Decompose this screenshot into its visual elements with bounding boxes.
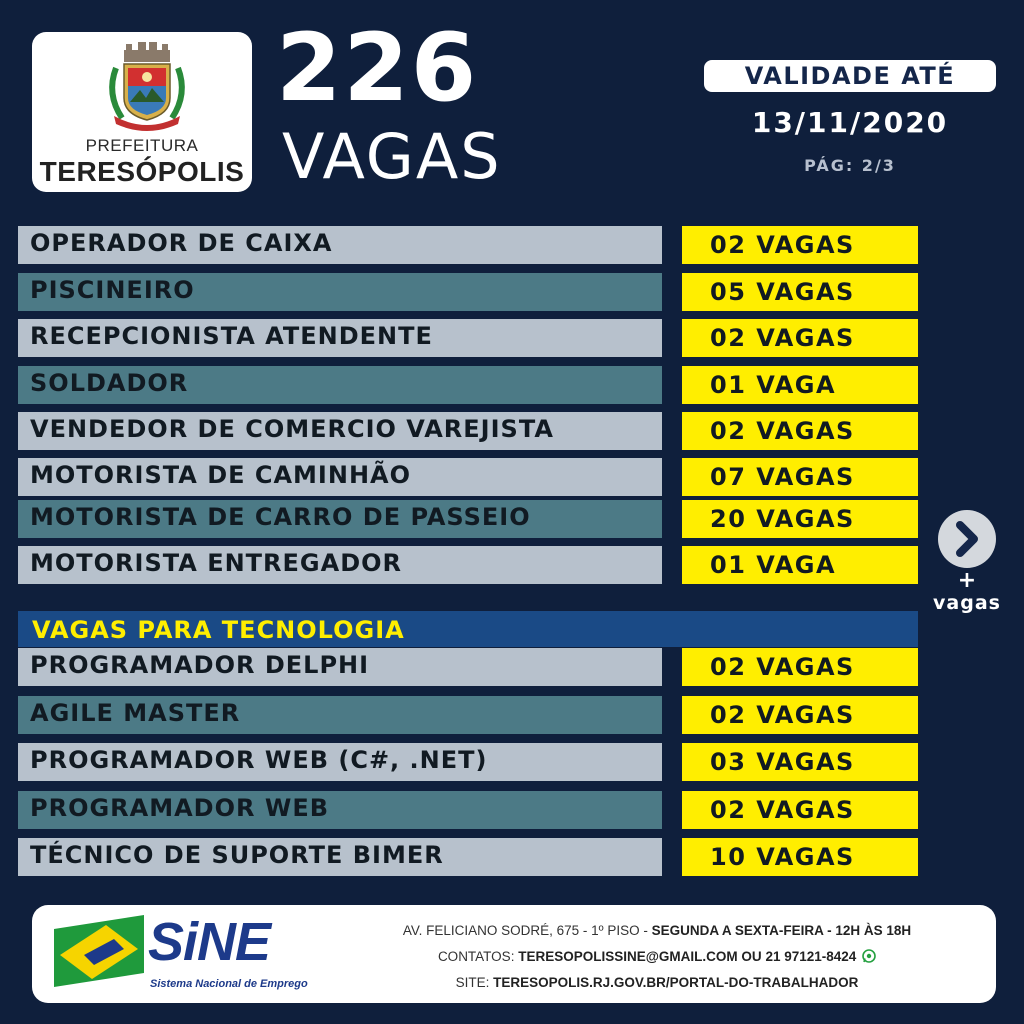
city-name: TERESÓPOLIS [39, 156, 245, 187]
footer-address-line: AV. FELICIANO SODRÉ, 675 - 1º PISO - SEGUNDA A SEXTA-FEIRA - 12H ÀS 18H [402, 923, 912, 938]
job-vacancy-count: 10 VAGAS [682, 838, 918, 876]
chevron-right-icon [938, 510, 996, 568]
next-page-button[interactable] [938, 510, 996, 568]
prefeitura-label: PREFEITURA [85, 136, 199, 155]
job-title: PISCINEIRO [18, 273, 662, 311]
footer-site-label: SITE: [455, 975, 490, 990]
footer-email-link[interactable]: TERESOPOLISSINE@GMAIL.COM [518, 949, 738, 964]
more-plus: + [957, 568, 977, 593]
footer-contacts-label: CONTATOS: [437, 949, 515, 964]
validity-date: 13/11/2020 [751, 106, 949, 139]
footer-site-link[interactable]: TERESOPOLIS.RJ.GOV.BR/PORTAL-DO-TRABALHADOR [493, 975, 859, 990]
job-title: RECEPCIONISTA ATENDENTE [18, 319, 662, 357]
tech-section-header: VAGAS PARA TECNOLOGIA [18, 611, 918, 647]
job-title: VENDEDOR DE COMERCIO VAREJISTA [18, 412, 662, 450]
teresopolis-coat-of-arms-icon [102, 42, 192, 134]
job-vacancy-count: 02 VAGAS [682, 791, 918, 829]
job-title: PROGRAMADOR WEB [18, 791, 662, 829]
total-vacancies-count: 226 [276, 14, 479, 123]
job-title: MOTORISTA DE CAMINHÃO [18, 458, 662, 496]
job-vacancy-count: 03 VAGAS [682, 743, 918, 781]
job-title: PROGRAMADOR WEB (C#, .NET) [18, 743, 662, 781]
job-title: MOTORISTA ENTREGADOR [18, 546, 662, 584]
job-title: PROGRAMADOR DELPHI [18, 648, 662, 686]
job-vacancy-count: 02 VAGAS [682, 319, 918, 357]
job-title: TÉCNICO DE SUPORTE BIMER [18, 838, 662, 876]
footer-contacts-or: OU [741, 949, 762, 964]
more-vacancies-label: vagas [933, 592, 1001, 614]
job-vacancy-count: 05 VAGAS [682, 273, 918, 311]
sine-logo-text: SiNE [148, 912, 271, 972]
job-vacancy-count: 02 VAGAS [682, 226, 918, 264]
footer [32, 905, 996, 1003]
job-title: MOTORISTA DE CARRO DE PASSEIO [18, 500, 662, 538]
job-vacancy-count: 02 VAGAS [682, 412, 918, 450]
footer-site-line [332, 975, 982, 990]
validity-label: VALIDADE ATÉ [704, 60, 996, 92]
job-vacancy-count: 02 VAGAS [682, 648, 918, 686]
job-vacancy-count: 01 VAGA [682, 366, 918, 404]
job-vacancy-count: 07 VAGAS [682, 458, 918, 496]
footer-hours: SEGUNDA A SEXTA-FEIRA - 12H ÀS 18H [651, 923, 912, 938]
whatsapp-icon [862, 949, 876, 963]
sine-flag-icon [54, 915, 144, 987]
prefeitura-logo [32, 32, 252, 192]
job-title: OPERADOR DE CAIXA [18, 226, 662, 264]
sine-subtitle: Sistema Nacional de Emprego [150, 978, 308, 990]
job-vacancy-count: 20 VAGAS [682, 500, 918, 538]
job-title: SOLDADOR [18, 366, 662, 404]
footer-phone[interactable]: 21 97121-8424 [765, 949, 857, 964]
page-number: PÁG: 2/3 [804, 156, 896, 175]
footer-contacts-line [332, 949, 982, 964]
job-vacancy-count: 01 VAGA [682, 546, 918, 584]
total-vacancies-label: VAGAS [282, 120, 502, 193]
footer-address: AV. FELICIANO SODRÉ, 675 - 1º PISO [402, 923, 640, 938]
job-title: AGILE MASTER [18, 696, 662, 734]
job-vacancy-count: 02 VAGAS [682, 696, 918, 734]
